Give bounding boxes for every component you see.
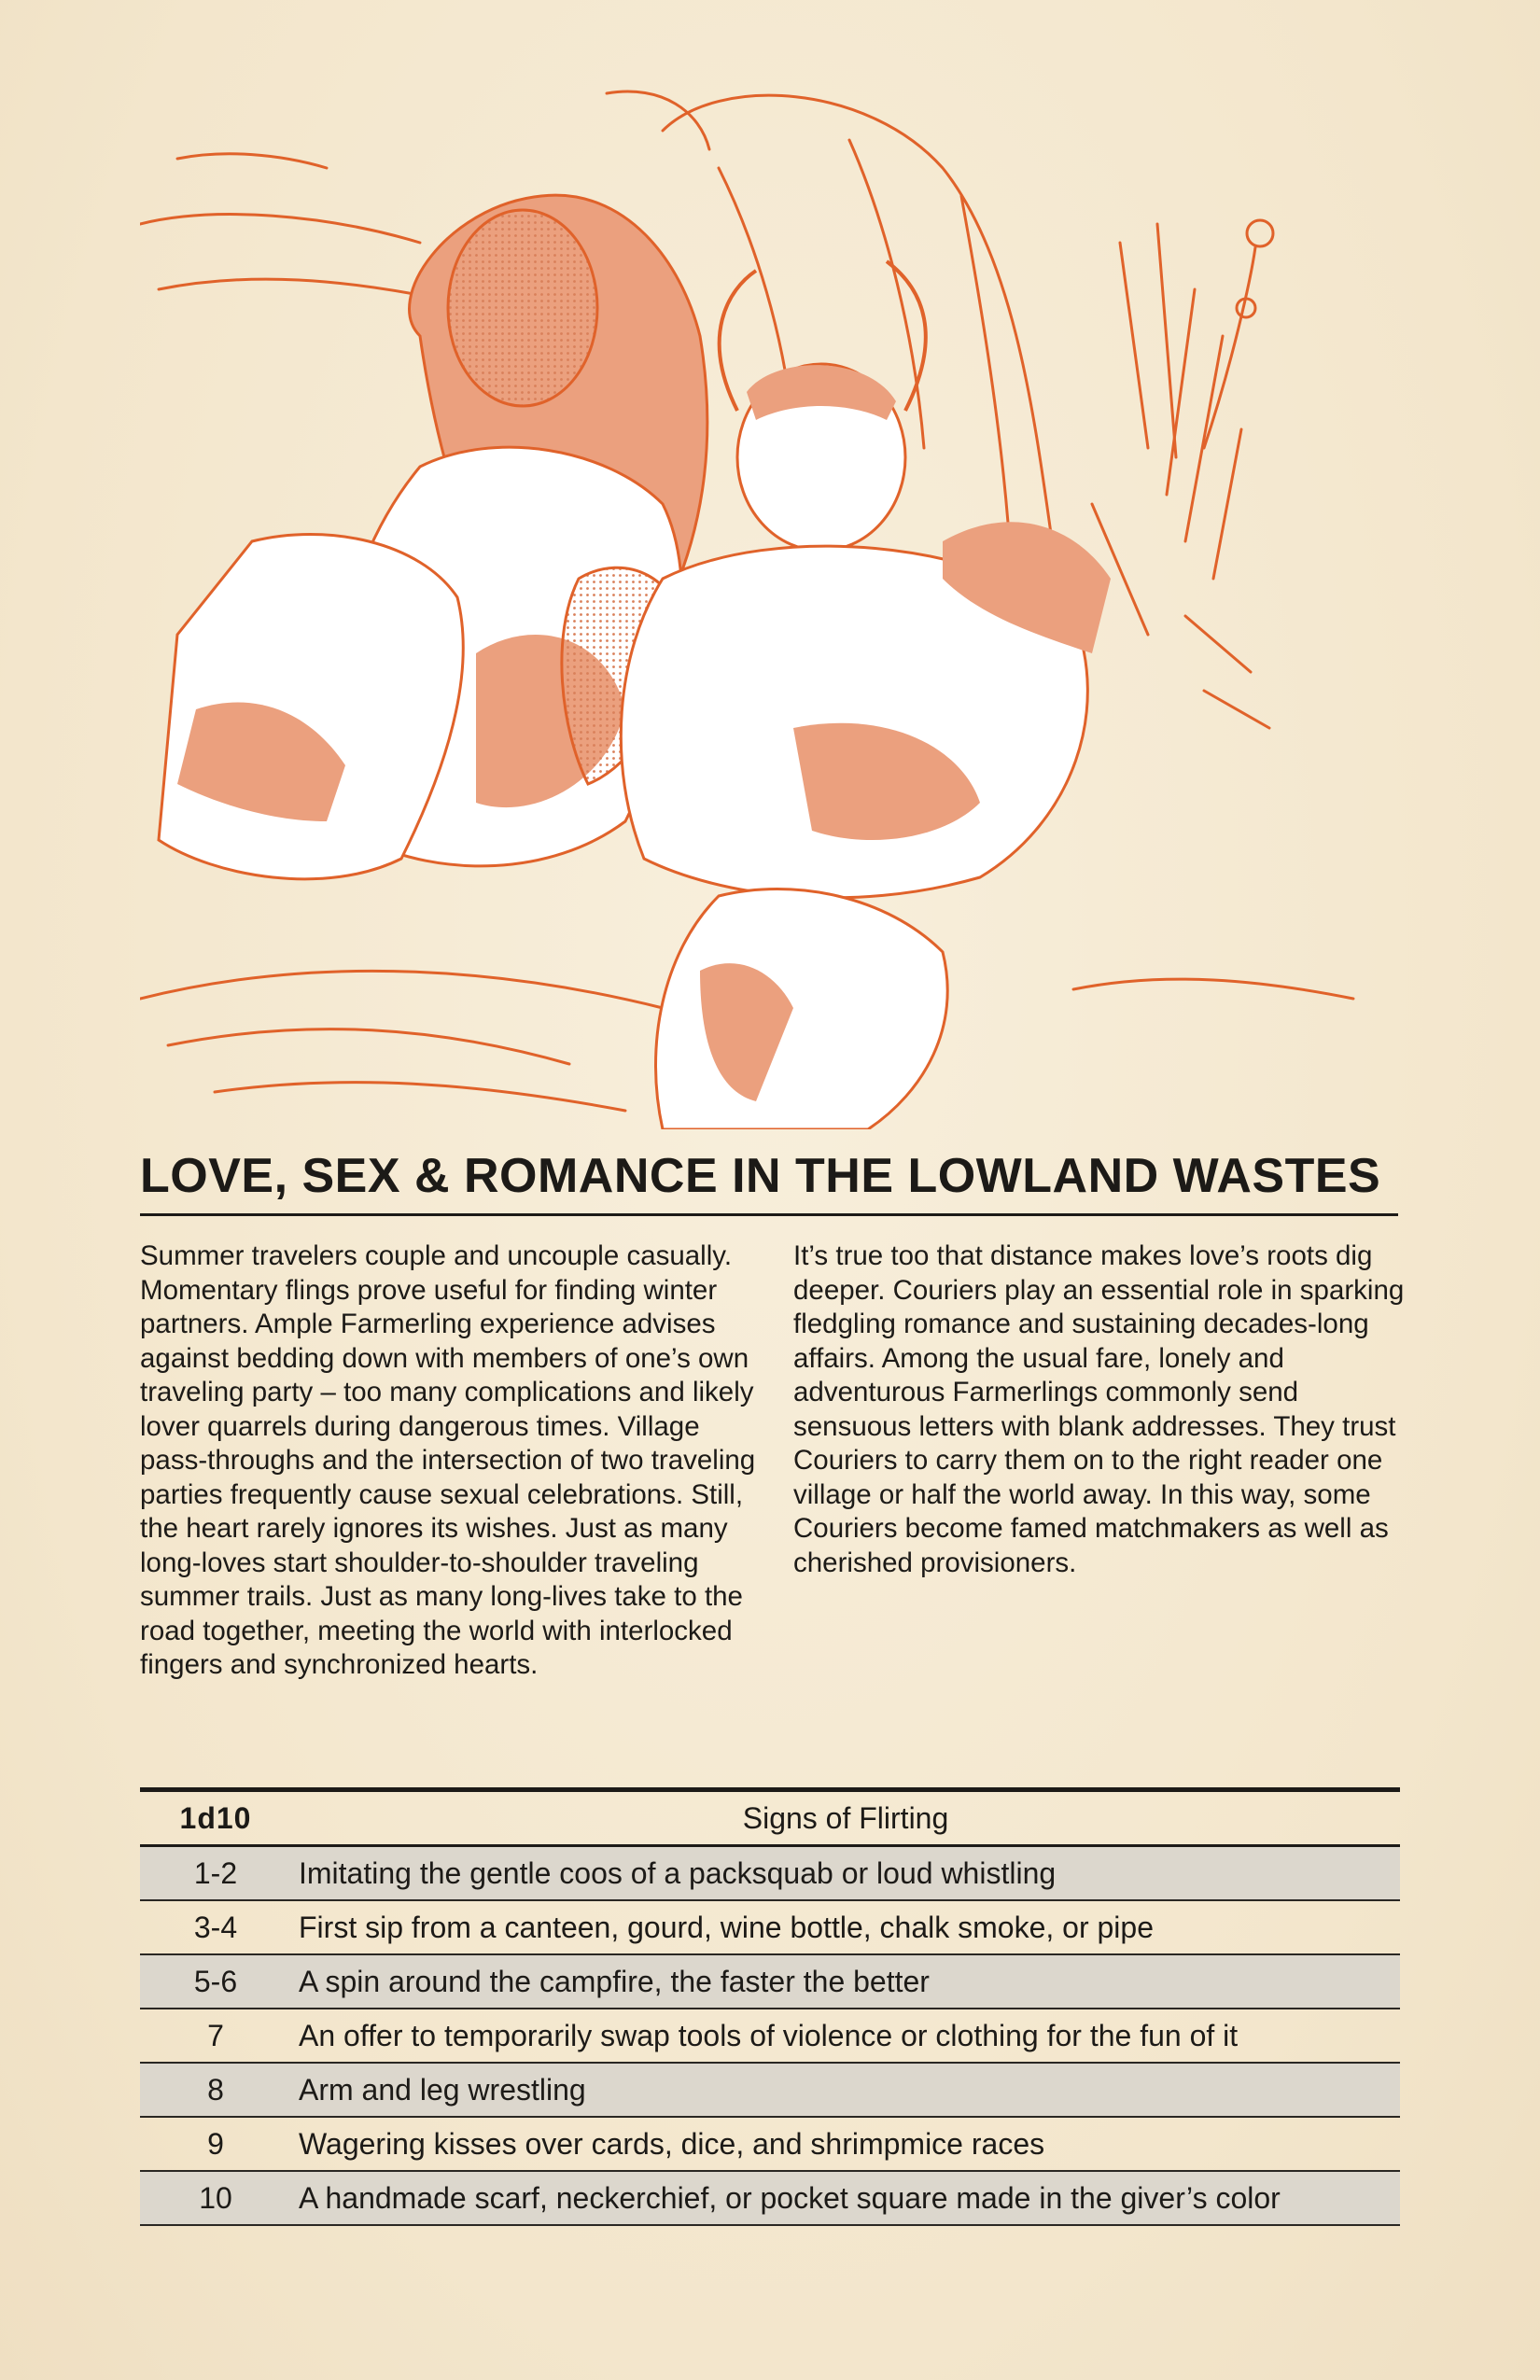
body-paragraph-left: Summer travelers couple and uncouple casually. Momentary flings prove useful for finding winter partners. Ample Farmerling experience advises against bedding down with members of one’s own traveling party – too many complications and likely lover quarrels during dangerous times. Village pass-throughs and the intersection of two traveling parties frequently cause sexual celebrations. Still, the heart rarely ignores its wishes. Just as many long-loves start shoulder-to-shoulder traveling summer trails. Just as many long-lives take to the road together, meeting the world with interlocked fingers and synchronized hearts. (140, 1240, 756, 1680)
table-row (140, 2063, 1400, 2117)
body-column-left (140, 1239, 756, 1683)
result-cell: A spin around the campfire, the faster the better (291, 1954, 1400, 2009)
section-heading: LOVE, SEX & ROMANCE IN THE LOWLAND WASTES (140, 1148, 1398, 1216)
roll-cell: 8 (140, 2063, 291, 2117)
result-cell: First sip from a canteen, gourd, wine bottle, chalk smoke, or pipe (291, 1900, 1400, 1954)
result-cell: Wagering kisses over cards, dice, and shrimpmice races (291, 2117, 1400, 2171)
result-cell: A handmade scarf, neckerchief, or pocket square made in the giver’s color (291, 2171, 1400, 2225)
result-cell: Arm and leg wrestling (291, 2063, 1400, 2117)
table-header-row (140, 1790, 1400, 1846)
die-header: 1d10 (140, 1790, 291, 1846)
table-row (140, 2117, 1400, 2171)
table-row (140, 1846, 1400, 1901)
roll-cell: 10 (140, 2171, 291, 2225)
body-paragraph-right: It’s true too that distance makes love’s roots dig deeper. Couriers play an essential role in sparking fledgling romance and sustaining decades-long affairs. Among the usual fare, lonely and adventurous Farmerlings commonly send sensuous letters with blank addresses. They trust Couriers to carry them on to the right reader one village or half the world away. In this way, some Couriers become famed matchmakers as well as cherished provisioners. (793, 1240, 1405, 1578)
result-cell: An offer to temporarily swap tools of violence or clothing for the fun of it (291, 2009, 1400, 2063)
body-column-right (793, 1239, 1409, 1580)
romance-illustration (140, 56, 1447, 1129)
flirting-roll-table (140, 1787, 1400, 2226)
roll-cell: 5-6 (140, 1954, 291, 2009)
table-title-header: Signs of Flirting (291, 1790, 1400, 1846)
roll-cell: 3-4 (140, 1900, 291, 1954)
table-row (140, 1900, 1400, 1954)
result-cell: Imitating the gentle coos of a packsquab or loud whistling (291, 1846, 1400, 1901)
roll-cell: 1-2 (140, 1846, 291, 1901)
roll-cell: 7 (140, 2009, 291, 2063)
table-row (140, 2171, 1400, 2225)
table-row (140, 1954, 1400, 2009)
roll-cell: 9 (140, 2117, 291, 2171)
table-row (140, 2009, 1400, 2063)
